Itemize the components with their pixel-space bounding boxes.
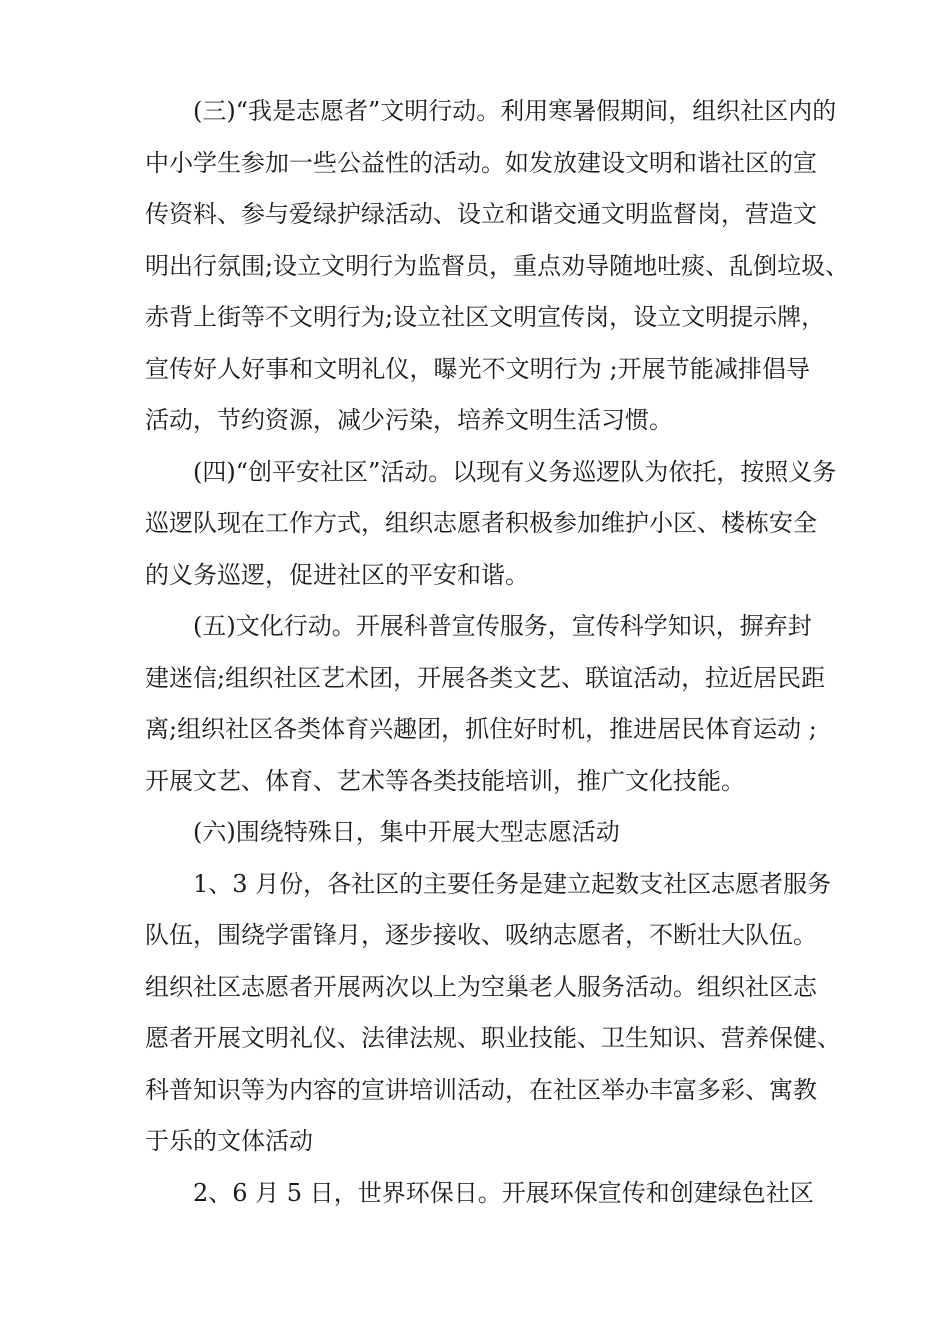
paragraph-section-6 [145, 807, 810, 859]
text-line: 传资料、参与爱绿护绿活动、设立和谐交通文明监督岗，营造文 [145, 200, 817, 228]
text-line: (五)文化行动。开展科普宣传服务，宣传科学知识，摒弃封 [193, 612, 812, 640]
text-line: 于乐的文体活动 [145, 1127, 313, 1155]
text-line: 巡逻队现在工作方式，组织志愿者积极参加维护小区、楼栋安全 [145, 509, 817, 537]
text-line: (六)围绕特殊日，集中开展大型志愿活动 [193, 818, 620, 846]
text-line: (四)“创平安社区”活动。以现有义务巡逻队为依托，按照义务 [193, 457, 837, 486]
text-line: 科普知识等为内容的宣讲培训活动，在社区举办丰富多彩、寓教 [145, 1075, 817, 1104]
text-line: 队伍，围绕学雷锋月，逐步接收、吸纳志愿者，不断壮大队伍。 [145, 921, 817, 949]
text-line: 明出行氛围;设立文明行为监督员，重点劝导随地吐痰、乱倒垃圾、 [145, 251, 850, 280]
text-line: (三)“我是志愿者”文明行动。利用寒暑假期间，组织社区内的 [193, 97, 837, 125]
text-line: 开展文艺、体育、艺术等各类技能培训，推广文化技能。 [145, 766, 745, 795]
paragraph-section-3 [145, 86, 850, 447]
text-line: 建迷信;组织社区艺术团，开展各类文艺、联谊活动，拉近居民距 [145, 663, 826, 692]
text-line: 中小学生参加一些公益性的活动。如发放建设文明和谐社区的宣 [145, 148, 817, 177]
text-line: 活动，节约资源，减少污染，培养文明生活习惯。 [145, 406, 673, 434]
body-text [145, 86, 850, 1219]
text-line: 宣传好人好事和文明礼仪，曝光不文明行为 ;开展节能减排倡导 [145, 354, 810, 383]
text-line: 1、3 月份，各社区的主要任务是建立起数支社区志愿者服务 [193, 869, 832, 898]
text-line: 愿者开展文明礼仪、法律法规、职业技能、卫生知识、营养保健、 [145, 1024, 841, 1052]
text-line: 组织社区志愿者开展两次以上为空巢老人服务活动。组织社区志 [145, 972, 817, 1001]
paragraph-section-4 [145, 447, 837, 602]
text-line: 离;组织社区各类体育兴趣团，抓住好时机，推进居民体育运动 ; [145, 715, 817, 743]
paragraph-item-1 [145, 859, 841, 1168]
text-line: 赤背上街等不文明行为;设立社区文明宣传岗，设立文明提示牌， [145, 303, 826, 331]
paragraph-item-2 [145, 1168, 814, 1220]
paragraph-section-5 [145, 601, 826, 807]
text-line: 的义务巡逻，促进社区的平安和谐。 [145, 560, 529, 589]
text-line: 2、6 月 5 日，世界环保日。开展环保宣传和创建绿色社区 [193, 1178, 814, 1207]
